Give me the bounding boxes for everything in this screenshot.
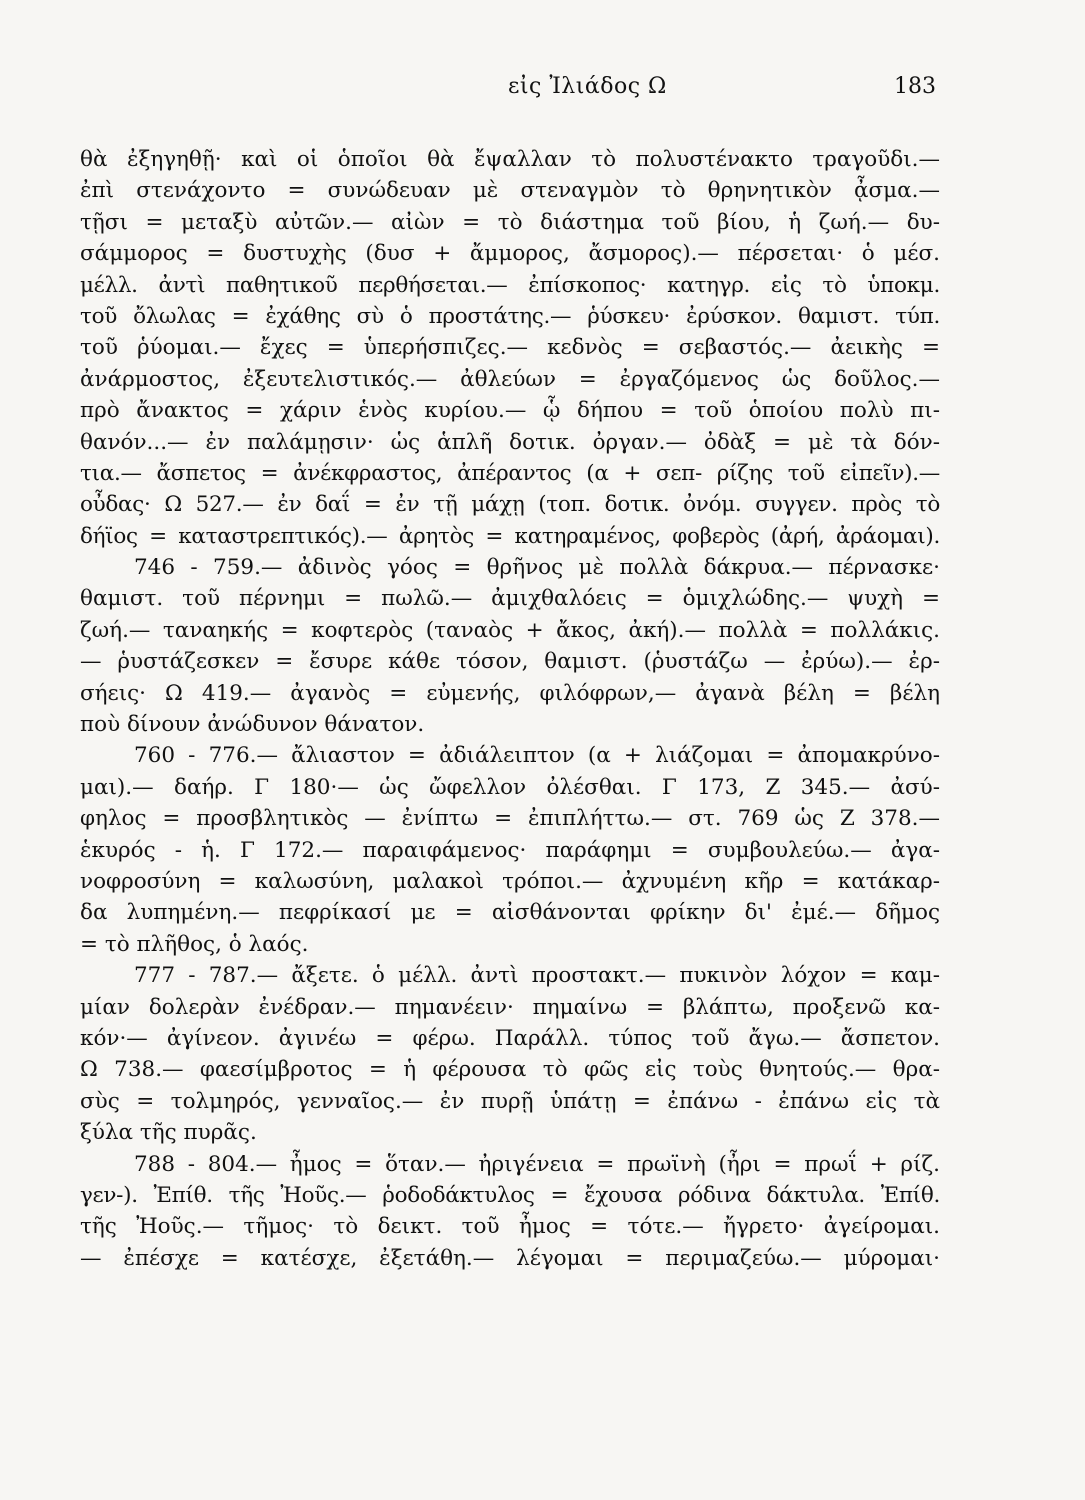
text-line: τια.— ἄσπετος = ἀνέκφραστος, ἀπέραντος (α + σεπ- ρίζης τοῦ εἰπεῖν).—	[80, 460, 940, 486]
text-line: — ἐπέσχε = κατέσχε, ἐξετάθη.— λέγομαι = περιμαζεύω.— μύρομαι·	[80, 1245, 940, 1271]
text-line: θὰ ἐξηγηθῇ· καὶ οἱ ὁποῖοι θὰ ἔψαλλαν τὸ πολυστένακτο τραγοῦδι.—	[80, 147, 940, 172]
text-line: ποὺ δίνουν ἀνώδυνον θάνατον.	[80, 712, 425, 738]
text-line: ἀνάρμοστος, ἐξευτελιστικός.— ἀθλεύων = ἐργαζόμενος ὡς δοῦλος.—	[80, 366, 940, 392]
text-line: ζωή.— ταναηκής = κοφτερὸς (ταναὸς + ἄκος, ἀκή).— πολλὰ = πολλάκις.	[80, 617, 940, 643]
text-line: μίαν δολερὰν ἐνέδραν.— πημανέειν· πημαίνω = βλάπτω, προξενῶ κα-	[80, 994, 940, 1020]
text-line: κόν·— ἀγίνεον. ἀγινέω = φέρω. Παράλλ. τύπος τοῦ ἄγω.— ἄσπετον.	[80, 1025, 940, 1051]
page-header	[80, 74, 940, 114]
text-line: μαι).— δαήρ. Γ 180·— ὡς ὤφελλον ὀλέσθαι. Γ 173, Ζ 345.— ἀσύ-	[80, 774, 940, 800]
text-line: 760 - 776.— ἄλιαστον = ἀδιάλειπτον (α + λιάζομαι = ἀπομακρύνο-	[134, 743, 940, 769]
text-line: σήεις· Ω 419.— ἀγανὸς = εὐμενής, φιλόφρων,— ἀγανὰ βέλη = βέλη	[80, 680, 940, 706]
text-line: τοῦ ῥύομαι.— ἔχες = ὑπερήσπιζες.— κεδνὸς = σεβαστός.— ἀεικὴς =	[80, 335, 940, 361]
text-line: μέλλ. ἀντὶ παθητικοῦ περθήσεται.— ἐπίσκοπος· κατηγρ. εἰς τὸ ὑποκμ.	[80, 272, 940, 298]
text-line: νοφροσύνη = καλωσύνη, μαλακοὶ τρόποι.— ἀχνυμένη κῆρ = κατάκαρ-	[80, 868, 940, 894]
text-line: γεν-). Ἐπίθ. τῆς Ἠοῦς.— ῥοδοδάκτυλος = ἔχουσα ρόδινα δάκτυλα. Ἐπίθ.	[80, 1182, 940, 1208]
text-line: 777 - 787.— ἄξετε. ὁ μέλλ. ἀντὶ προστακτ.— πυκινὸν λόχον = καμ-	[134, 963, 940, 989]
text-line: τῆς Ἠοῦς.— τῆμος· τὸ δεικτ. τοῦ ἦμος = τότε.— ἤγρετο· ἀγείρομαι.	[80, 1214, 940, 1240]
text-line: ξύλα τῆς πυρᾶς.	[80, 1120, 257, 1146]
text-line: 746 - 759.— ἀδινὸς γόος = θρῆνος μὲ πολλὰ δάκρυα.— πέρνασκε·	[134, 555, 940, 581]
commentary-text	[80, 144, 940, 1274]
text-line: σάμμορος = δυστυχὴς (δυσ + ἄμμορος, ἄσμορος).— πέρσεται· ὁ μέσ.	[80, 241, 940, 267]
page-number: 183	[894, 74, 936, 99]
text-line: δα λυπημένη.— πεφρίκασί με = αἰσθάνονται φρίκην δι' ἐμέ.— δῆμος	[80, 900, 940, 926]
text-line: = τὸ πλῆθος, ὁ λαός.	[80, 931, 309, 957]
text-line: ἑκυρός - ἡ. Γ 172.— παραιφάμενος· παράφημι = συμβουλεύω.— ἀγα-	[80, 837, 940, 863]
text-line: Ω 738.— φαεσίμβροτος = ἡ φέρουσα τὸ φῶς εἰς τοὺς θνητούς.— θρα-	[80, 1057, 940, 1083]
text-line: θαμιστ. τοῦ πέρνημι = πωλῶ.— ἀμιχθαλόεις = ὁμιχλώδης.— ψυχὴ =	[80, 586, 940, 612]
text-line: τοῦ ὄλωλας = ἐχάθης σὺ ὁ προστάτης.— ῥύσκευ· ἐρύσκον. θαμιστ. τύπ.	[80, 303, 940, 329]
text-line: σὺς = τολμηρός, γενναῖος.— ἐν πυρῇ ὑπάτῃ = ἐπάνω - ἐπάνω εἰς τὰ	[80, 1088, 940, 1114]
text-line: θανόν...— ἐν παλάμῃσιν· ὡς ἁπλῆ δοτικ. ὀργαν.— ὀδὰξ = μὲ τὰ δόν-	[80, 429, 940, 455]
text-line: οὖδας· Ω 527.— ἐν δαΐ = ἐν τῇ μάχῃ (τοπ. δοτικ. ὀνόμ. συγγεν. πρὸς τὸ	[80, 492, 940, 518]
text-line: — ῥυστάζεσκεν = ἔσυρε κάθε τόσον, θαμιστ. (ῥυστάζω — ἐρύω).— ἐρ-	[80, 649, 940, 675]
running-title: εἰς Ἰλιάδος Ω	[508, 74, 667, 99]
text-line: δήϊος = καταστρεπτικός).— ἀρητὸς = κατηραμένος, φοβερὸς (ἀρή, ἀράομαι).	[80, 523, 940, 549]
text-line: 788 - 804.— ἦμος = ὅταν.— ἠριγένεια = πρωϊνὴ (ἦρι = πρωΐ + ρίζ.	[134, 1151, 940, 1177]
text-line: ἐπὶ στενάχοντο = συνώδευαν μὲ στεναγμὸν τὸ θρηνητικὸν ᾆσμα.—	[80, 178, 940, 204]
text-line: τῇσι = μεταξὺ αὐτῶν.— αἰὼν = τὸ διάστημα τοῦ βίου, ἡ ζωή.— δυ-	[80, 209, 940, 235]
text-line: πρὸ ἄνακτος = χάριν ἑνὸς κυρίου.— ᾧ δήπου = τοῦ ὁποίου πολὺ πι-	[80, 398, 940, 424]
text-line: φηλος = προσβλητικὸς — ἐνίπτω = ἐπιπλήττω.— στ. 769 ὡς Ζ 378.—	[80, 806, 940, 832]
